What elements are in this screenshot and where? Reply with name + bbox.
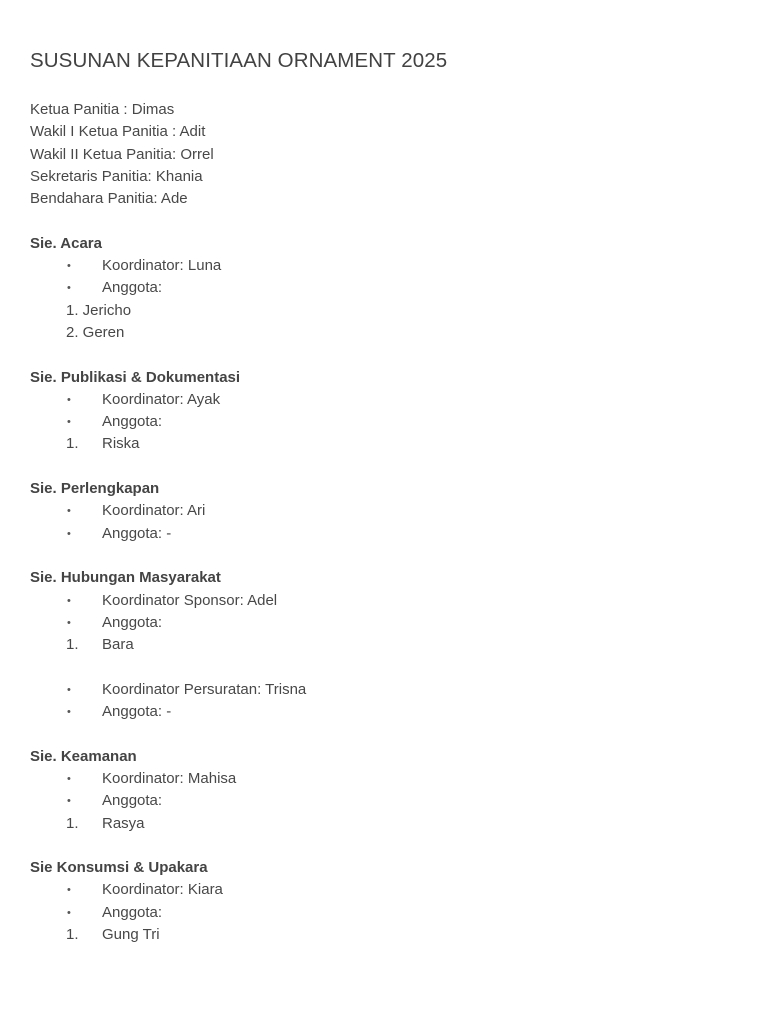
bullet-icon: •	[67, 683, 71, 696]
spacer	[30, 656, 738, 678]
member-item	[30, 634, 738, 656]
bullet-icon: •	[67, 527, 71, 540]
bullet-icon: •	[67, 884, 71, 897]
bullet-icon: •	[67, 706, 71, 719]
list-item	[30, 277, 738, 299]
member-item	[30, 433, 738, 455]
section-title-keamanan: Sie. Keamanan	[30, 747, 137, 765]
member-item	[30, 924, 738, 946]
member-name: Gung Tri	[102, 925, 160, 943]
koordinator-publikasi: Koordinator: Ayak	[102, 390, 221, 408]
spacer	[30, 210, 738, 232]
section-title-humas: Sie. Hubungan Masyarakat	[30, 569, 221, 587]
koordinator-acara: Koordinator: Luna	[102, 257, 222, 275]
list-item	[30, 879, 738, 901]
spacer	[30, 344, 738, 366]
number-marker: 1.	[66, 925, 79, 943]
list-item	[30, 701, 738, 723]
list-item	[30, 768, 738, 790]
number-marker: 1.	[66, 814, 79, 832]
officer-wakil-1: Wakil I Ketua Panitia : Adit	[30, 123, 206, 141]
number-marker: 1.	[66, 636, 79, 654]
koordinator-konsumsi: Koordinator: Kiara	[102, 881, 223, 899]
member-item: 2. Geren	[66, 323, 125, 341]
bullet-icon: •	[67, 906, 71, 919]
koordinator-keamanan: Koordinator: Mahisa	[102, 769, 237, 787]
koordinator-persuratan: Koordinator Persuratan: Trisna	[102, 680, 307, 698]
member-name: Bara	[102, 636, 134, 654]
list-item	[30, 790, 738, 812]
bullet-icon: •	[67, 505, 71, 518]
bullet-icon: •	[67, 795, 71, 808]
list-item	[30, 500, 738, 522]
anggota-label-keamanan: Anggota:	[102, 792, 163, 810]
spacer	[30, 835, 738, 857]
document-title: SUSUNAN KEPANITIAAN ORNAMENT 2025	[30, 49, 448, 72]
anggota-label-acara: Anggota:	[102, 279, 163, 297]
officer-ketua: Ketua Panitia : Dimas	[30, 101, 175, 118]
list-item	[30, 612, 738, 634]
member-name: Rasya	[102, 814, 145, 832]
list-item	[30, 902, 738, 924]
koordinator-perlengkapan: Koordinator: Ari	[102, 502, 206, 520]
document	[30, 46, 738, 946]
list-item	[30, 523, 738, 545]
spacer	[30, 723, 738, 745]
bullet-icon: •	[67, 416, 71, 429]
list-item	[30, 679, 738, 701]
anggota-label-sponsor: Anggota:	[102, 613, 163, 631]
bullet-icon: •	[67, 616, 71, 629]
bullet-icon: •	[67, 594, 71, 607]
anggota-label-persuratan: Anggota: -	[102, 703, 172, 721]
spacer	[30, 456, 738, 478]
anggota-label-publikasi: Anggota:	[102, 413, 163, 431]
section-title-acara: Sie. Acara	[30, 234, 102, 252]
spacer	[30, 76, 738, 99]
bullet-icon: •	[67, 282, 71, 295]
member-name: Riska	[102, 435, 140, 453]
member-item: 1. Jericho	[66, 301, 132, 319]
officer-bendahara: Bendahara Panitia: Ade	[30, 190, 188, 208]
section-title-konsumsi: Sie Konsumsi & Upakara	[30, 859, 208, 877]
officer-sekretaris: Sekretaris Panitia: Khania	[30, 167, 203, 185]
section-title-perlengkapan: Sie. Perlengkapan	[30, 480, 160, 498]
koordinator-sponsor: Koordinator Sponsor: Adel	[102, 591, 278, 609]
list-item	[30, 389, 738, 411]
bullet-icon: •	[67, 393, 71, 406]
list-item	[30, 590, 738, 612]
bullet-icon: •	[67, 772, 71, 785]
member-item	[30, 813, 738, 835]
list-item	[30, 255, 738, 277]
bullet-icon: •	[67, 260, 71, 273]
anggota-label-perlengkapan: Anggota: -	[102, 524, 172, 542]
section-title-publikasi: Sie. Publikasi & Dokumentasi	[30, 368, 241, 386]
officer-wakil-2: Wakil II Ketua Panitia: Orrel	[30, 145, 214, 163]
list-item	[30, 411, 738, 433]
anggota-label-konsumsi: Anggota:	[102, 903, 163, 921]
spacer	[30, 545, 738, 567]
number-marker: 1.	[66, 435, 79, 453]
